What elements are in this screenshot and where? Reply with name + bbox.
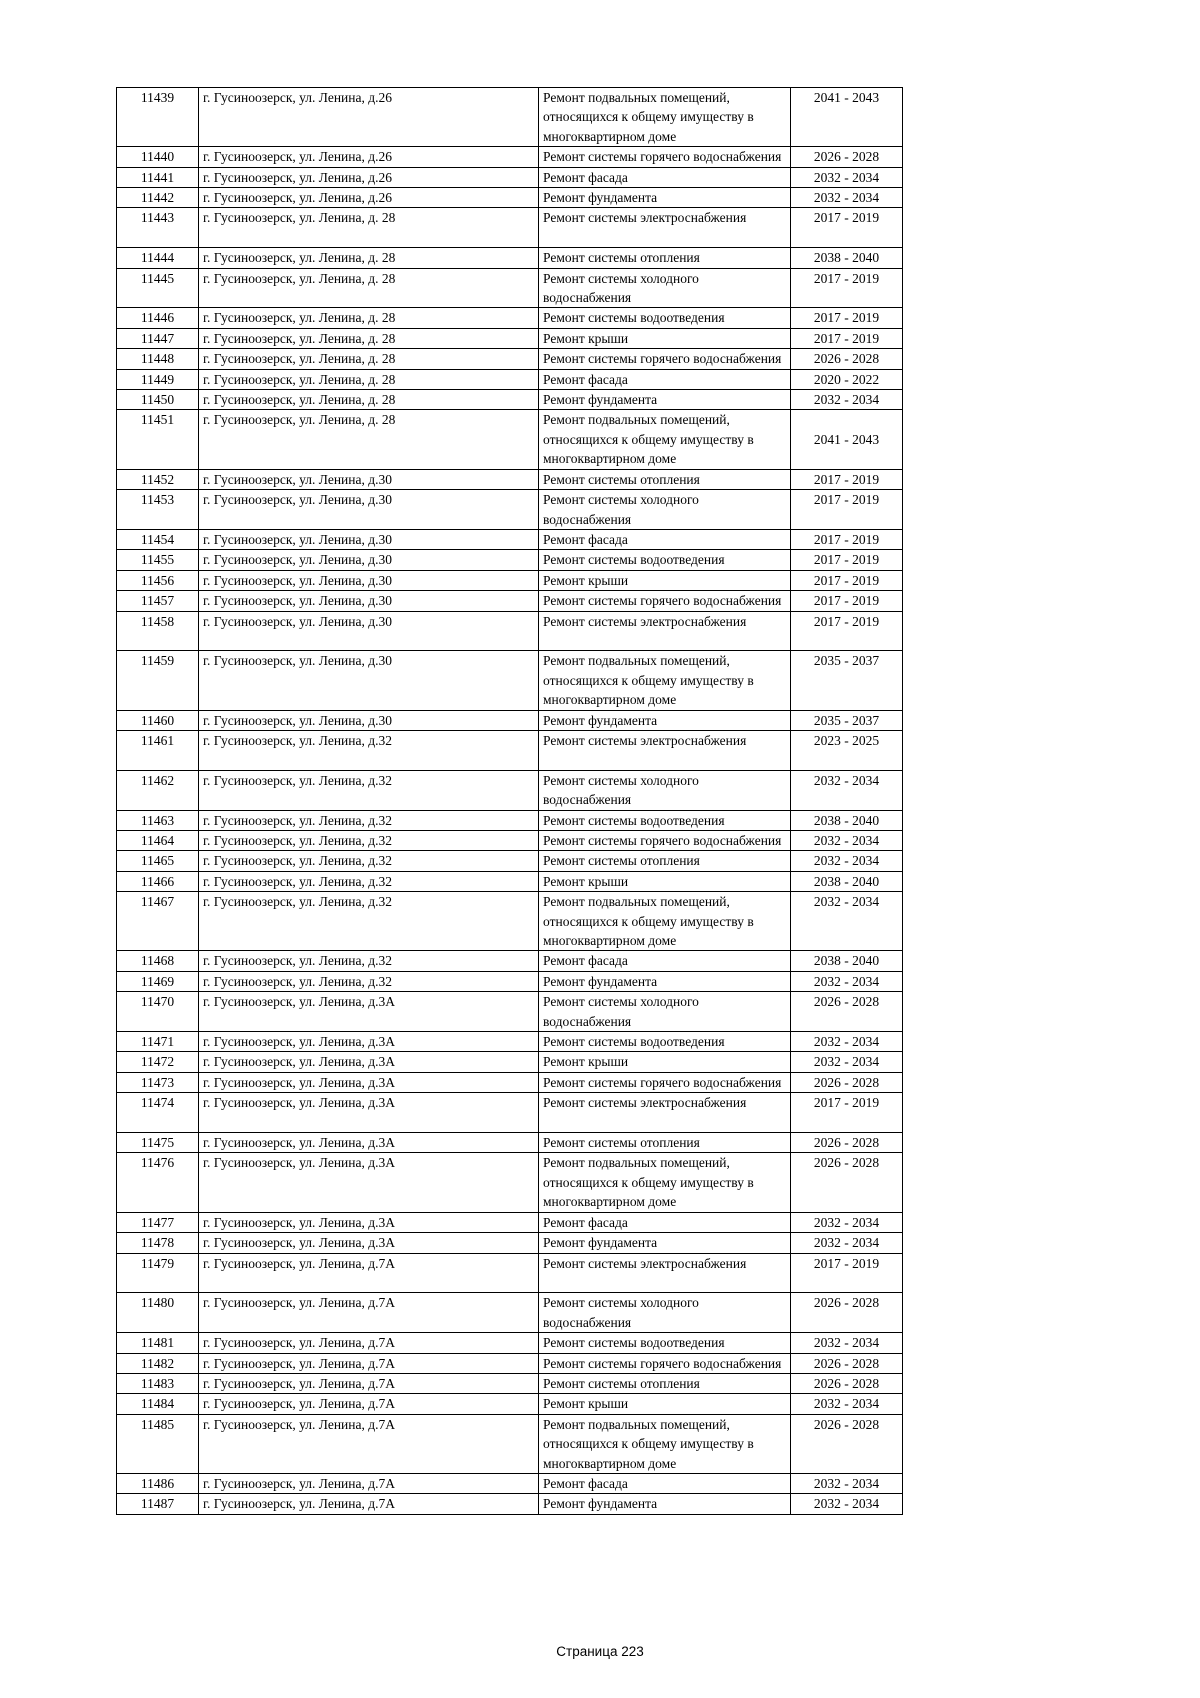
- row-address: г. Гусиноозерск, ул. Ленина, д.30: [199, 611, 539, 651]
- row-work-type: Ремонт системы горячего водоснабжения: [539, 349, 791, 369]
- table-row: [117, 851, 903, 871]
- table-row: [117, 871, 903, 891]
- row-period: 2017 - 2019: [791, 529, 903, 549]
- row-number: 11449: [117, 369, 199, 389]
- row-number: 11473: [117, 1072, 199, 1092]
- table-row: [117, 951, 903, 971]
- row-address: г. Гусиноозерск, ул. Ленина, д.32: [199, 730, 539, 770]
- table-row: [117, 1373, 903, 1393]
- row-address: г. Гусиноозерск, ул. Ленина, д.7А: [199, 1494, 539, 1514]
- table-row: [117, 810, 903, 830]
- row-address: г. Гусиноозерск, ул. Ленина, д.30: [199, 651, 539, 710]
- row-number: 11446: [117, 308, 199, 328]
- row-period: 2026 - 2028: [791, 1373, 903, 1393]
- row-number: 11480: [117, 1293, 199, 1333]
- row-address: г. Гусиноозерск, ул. Ленина, д. 28: [199, 390, 539, 410]
- row-work-type: Ремонт крыши: [539, 1052, 791, 1072]
- table-row: [117, 1414, 903, 1473]
- row-number: 11439: [117, 88, 199, 147]
- row-period: 2032 - 2034: [791, 892, 903, 951]
- row-number: 11475: [117, 1133, 199, 1153]
- row-work-type: Ремонт системы отопления: [539, 248, 791, 268]
- row-period: 2017 - 2019: [791, 490, 903, 530]
- row-number: 11459: [117, 651, 199, 710]
- row-number: 11454: [117, 529, 199, 549]
- row-number: 11440: [117, 147, 199, 167]
- table-row: [117, 268, 903, 308]
- table-row: [117, 770, 903, 810]
- row-number: 11466: [117, 871, 199, 891]
- row-number: 11477: [117, 1212, 199, 1232]
- table-row: [117, 1473, 903, 1493]
- row-address: г. Гусиноозерск, ул. Ленина, д.32: [199, 810, 539, 830]
- row-work-type: Ремонт крыши: [539, 570, 791, 590]
- row-address: г. Гусиноозерск, ул. Ленина, д.3А: [199, 1133, 539, 1153]
- row-period: 2032 - 2034: [791, 851, 903, 871]
- row-number: 11470: [117, 992, 199, 1032]
- row-address: г. Гусиноозерск, ул. Ленина, д.3А: [199, 992, 539, 1032]
- table-row: [117, 469, 903, 489]
- row-number: 11453: [117, 490, 199, 530]
- row-period: 2026 - 2028: [791, 1133, 903, 1153]
- table-body: [117, 88, 903, 1515]
- row-address: г. Гусиноозерск, ул. Ленина, д.7А: [199, 1394, 539, 1414]
- row-period: 2026 - 2028: [791, 1414, 903, 1473]
- row-period: 2017 - 2019: [791, 308, 903, 328]
- row-address: г. Гусиноозерск, ул. Ленина, д. 28: [199, 410, 539, 469]
- row-work-type: Ремонт системы холодного водоснабжения: [539, 770, 791, 810]
- row-period: 2038 - 2040: [791, 871, 903, 891]
- row-number: 11445: [117, 268, 199, 308]
- table-row: [117, 349, 903, 369]
- row-address: г. Гусиноозерск, ул. Ленина, д. 28: [199, 208, 539, 248]
- row-address: г. Гусиноозерск, ул. Ленина, д.32: [199, 851, 539, 871]
- row-work-type: Ремонт подвальных помещений, относящихся к общему имуществу в многоквартирном доме: [539, 88, 791, 147]
- row-address: г. Гусиноозерск, ул. Ленина, д.30: [199, 570, 539, 590]
- row-work-type: Ремонт системы водоотведения: [539, 550, 791, 570]
- row-address: г. Гусиноозерск, ул. Ленина, д.30: [199, 529, 539, 549]
- row-work-type: Ремонт фасада: [539, 1212, 791, 1232]
- table-row: [117, 147, 903, 167]
- row-number: 11484: [117, 1394, 199, 1414]
- table-row: [117, 1153, 903, 1212]
- row-number: 11461: [117, 730, 199, 770]
- table-row: [117, 971, 903, 991]
- row-period: 2017 - 2019: [791, 611, 903, 651]
- row-work-type: Ремонт системы горячего водоснабжения: [539, 830, 791, 850]
- row-period: 2035 - 2037: [791, 710, 903, 730]
- row-number: 11476: [117, 1153, 199, 1212]
- row-period: 2041 - 2043: [791, 88, 903, 147]
- row-number: 11455: [117, 550, 199, 570]
- row-number: 11483: [117, 1373, 199, 1393]
- row-address: г. Гусиноозерск, ул. Ленина, д.26: [199, 88, 539, 147]
- row-address: г. Гусиноозерск, ул. Ленина, д.3А: [199, 1032, 539, 1052]
- row-work-type: Ремонт крыши: [539, 328, 791, 348]
- row-work-type: Ремонт подвальных помещений, относящихся к общему имуществу в многоквартирном доме: [539, 892, 791, 951]
- row-work-type: Ремонт системы электроснабжения: [539, 1253, 791, 1293]
- table-row: [117, 591, 903, 611]
- row-work-type: Ремонт фасада: [539, 951, 791, 971]
- row-number: 11468: [117, 951, 199, 971]
- table-row: [117, 308, 903, 328]
- row-period: 2032 - 2034: [791, 167, 903, 187]
- row-address: г. Гусиноозерск, ул. Ленина, д.32: [199, 951, 539, 971]
- row-period: 2017 - 2019: [791, 469, 903, 489]
- table-row: [117, 328, 903, 348]
- row-address: г. Гусиноозерск, ул. Ленина, д.26: [199, 167, 539, 187]
- row-period: 2032 - 2034: [791, 1494, 903, 1514]
- row-work-type: Ремонт подвальных помещений, относящихся к общему имуществу в многоквартирном доме: [539, 1153, 791, 1212]
- row-number: 11456: [117, 570, 199, 590]
- row-number: 11443: [117, 208, 199, 248]
- row-address: г. Гусиноозерск, ул. Ленина, д.32: [199, 830, 539, 850]
- row-address: г. Гусиноозерск, ул. Ленина, д.3А: [199, 1153, 539, 1212]
- row-work-type: Ремонт крыши: [539, 871, 791, 891]
- table-row: [117, 88, 903, 147]
- row-address: г. Гусиноозерск, ул. Ленина, д.7А: [199, 1333, 539, 1353]
- table-row: [117, 830, 903, 850]
- row-period: 2017 - 2019: [791, 328, 903, 348]
- table-row: [117, 410, 903, 469]
- row-period: 2035 - 2037: [791, 651, 903, 710]
- row-period: 2032 - 2034: [791, 1233, 903, 1253]
- row-work-type: Ремонт фасада: [539, 1473, 791, 1493]
- row-number: 11481: [117, 1333, 199, 1353]
- table-row: [117, 1253, 903, 1293]
- row-number: 11447: [117, 328, 199, 348]
- row-number: 11441: [117, 167, 199, 187]
- row-work-type: Ремонт системы водоотведения: [539, 1333, 791, 1353]
- row-work-type: Ремонт системы электроснабжения: [539, 730, 791, 770]
- row-address: г. Гусиноозерск, ул. Ленина, д. 28: [199, 248, 539, 268]
- row-number: 11460: [117, 710, 199, 730]
- table-row: [117, 710, 903, 730]
- row-address: г. Гусиноозерск, ул. Ленина, д.32: [199, 770, 539, 810]
- row-period: 2017 - 2019: [791, 268, 903, 308]
- page-number: Страница 223: [556, 1644, 644, 1659]
- row-number: 11442: [117, 188, 199, 208]
- row-period: 2032 - 2034: [791, 1333, 903, 1353]
- row-address: г. Гусиноозерск, ул. Ленина, д.7А: [199, 1414, 539, 1473]
- table-row: [117, 550, 903, 570]
- row-address: г. Гусиноозерск, ул. Ленина, д.32: [199, 971, 539, 991]
- row-period: 2026 - 2028: [791, 147, 903, 167]
- row-work-type: Ремонт системы водоотведения: [539, 810, 791, 830]
- row-number: 11487: [117, 1494, 199, 1514]
- row-work-type: Ремонт системы электроснабжения: [539, 208, 791, 248]
- row-address: г. Гусиноозерск, ул. Ленина, д. 28: [199, 308, 539, 328]
- row-number: 11462: [117, 770, 199, 810]
- row-period: 2023 - 2025: [791, 730, 903, 770]
- row-address: г. Гусиноозерск, ул. Ленина, д.30: [199, 490, 539, 530]
- row-address: г. Гусиноозерск, ул. Ленина, д.3А: [199, 1212, 539, 1232]
- row-number: 11448: [117, 349, 199, 369]
- row-period: 2032 - 2034: [791, 830, 903, 850]
- row-work-type: Ремонт системы отопления: [539, 1133, 791, 1153]
- row-period: 2026 - 2028: [791, 349, 903, 369]
- row-period: 2032 - 2034: [791, 1212, 903, 1232]
- table-row: [117, 248, 903, 268]
- row-address: г. Гусиноозерск, ул. Ленина, д.3А: [199, 1233, 539, 1253]
- row-period: 2032 - 2034: [791, 1052, 903, 1072]
- row-period: 2041 - 2043: [791, 410, 903, 469]
- row-period: 2017 - 2019: [791, 591, 903, 611]
- row-address: г. Гусиноозерск, ул. Ленина, д.3А: [199, 1093, 539, 1133]
- row-work-type: Ремонт системы горячего водоснабжения: [539, 591, 791, 611]
- row-period: 2026 - 2028: [791, 1293, 903, 1333]
- row-work-type: Ремонт системы водоотведения: [539, 308, 791, 328]
- row-number: 11465: [117, 851, 199, 871]
- table-row: [117, 1212, 903, 1232]
- table-row: [117, 1052, 903, 1072]
- row-period: 2032 - 2034: [791, 971, 903, 991]
- row-address: г. Гусиноозерск, ул. Ленина, д.30: [199, 550, 539, 570]
- row-work-type: Ремонт фундамента: [539, 710, 791, 730]
- repair-schedule-table: [116, 87, 903, 1515]
- row-work-type: Ремонт системы электроснабжения: [539, 1093, 791, 1133]
- row-address: г. Гусиноозерск, ул. Ленина, д.32: [199, 892, 539, 951]
- row-period: 2038 - 2040: [791, 810, 903, 830]
- row-address: г. Гусиноозерск, ул. Ленина, д.26: [199, 188, 539, 208]
- row-address: г. Гусиноозерск, ул. Ленина, д. 28: [199, 268, 539, 308]
- row-address: г. Гусиноозерск, ул. Ленина, д. 28: [199, 369, 539, 389]
- table-row: [117, 1394, 903, 1414]
- row-period: 2032 - 2034: [791, 1032, 903, 1052]
- row-address: г. Гусиноозерск, ул. Ленина, д.26: [199, 147, 539, 167]
- row-period: 2032 - 2034: [791, 188, 903, 208]
- row-number: 11479: [117, 1253, 199, 1293]
- row-period: 2017 - 2019: [791, 550, 903, 570]
- row-work-type: Ремонт фасада: [539, 369, 791, 389]
- row-address: г. Гусиноозерск, ул. Ленина, д.7А: [199, 1253, 539, 1293]
- table-row: [117, 188, 903, 208]
- row-number: 11451: [117, 410, 199, 469]
- table-row: [117, 208, 903, 248]
- table-row: [117, 992, 903, 1032]
- row-work-type: Ремонт системы холодного водоснабжения: [539, 992, 791, 1032]
- row-number: 11464: [117, 830, 199, 850]
- table-row: [117, 892, 903, 951]
- table-row: [117, 167, 903, 187]
- row-number: 11469: [117, 971, 199, 991]
- row-work-type: Ремонт системы холодного водоснабжения: [539, 268, 791, 308]
- row-number: 11458: [117, 611, 199, 651]
- row-work-type: Ремонт системы горячего водоснабжения: [539, 1353, 791, 1373]
- table-row: [117, 490, 903, 530]
- row-work-type: Ремонт фундамента: [539, 1494, 791, 1514]
- row-number: 11467: [117, 892, 199, 951]
- row-period: 2038 - 2040: [791, 248, 903, 268]
- table-row: [117, 1494, 903, 1514]
- row-work-type: Ремонт фундамента: [539, 1233, 791, 1253]
- row-work-type: Ремонт подвальных помещений, относящихся к общему имуществу в многоквартирном доме: [539, 651, 791, 710]
- row-period: 2017 - 2019: [791, 570, 903, 590]
- row-work-type: Ремонт фундамента: [539, 188, 791, 208]
- table-row: [117, 651, 903, 710]
- table-row: [117, 730, 903, 770]
- table-row: [117, 1333, 903, 1353]
- table-row: [117, 1072, 903, 1092]
- row-number: 11463: [117, 810, 199, 830]
- row-period: 2038 - 2040: [791, 951, 903, 971]
- row-work-type: Ремонт подвальных помещений, относящихся к общему имуществу в многоквартирном доме: [539, 410, 791, 469]
- row-address: г. Гусиноозерск, ул. Ленина, д.32: [199, 871, 539, 891]
- row-number: 11486: [117, 1473, 199, 1493]
- row-number: 11474: [117, 1093, 199, 1133]
- row-number: 11472: [117, 1052, 199, 1072]
- row-work-type: Ремонт системы холодного водоснабжения: [539, 490, 791, 530]
- row-period: 2026 - 2028: [791, 1353, 903, 1373]
- table-row: [117, 529, 903, 549]
- row-number: 11471: [117, 1032, 199, 1052]
- row-work-type: Ремонт подвальных помещений, относящихся к общему имуществу в многоквартирном доме: [539, 1414, 791, 1473]
- row-address: г. Гусиноозерск, ул. Ленина, д.7А: [199, 1353, 539, 1373]
- row-period: 2026 - 2028: [791, 1153, 903, 1212]
- table-row: [117, 1233, 903, 1253]
- row-period: 2026 - 2028: [791, 1072, 903, 1092]
- row-work-type: Ремонт фасада: [539, 529, 791, 549]
- row-period: 2032 - 2034: [791, 1473, 903, 1493]
- row-address: г. Гусиноозерск, ул. Ленина, д.30: [199, 710, 539, 730]
- row-number: 11457: [117, 591, 199, 611]
- row-work-type: Ремонт системы отопления: [539, 469, 791, 489]
- row-work-type: Ремонт системы отопления: [539, 851, 791, 871]
- row-work-type: Ремонт системы горячего водоснабжения: [539, 147, 791, 167]
- row-work-type: Ремонт системы отопления: [539, 1373, 791, 1393]
- row-work-type: Ремонт фундамента: [539, 390, 791, 410]
- row-address: г. Гусиноозерск, ул. Ленина, д.7А: [199, 1373, 539, 1393]
- row-number: 11444: [117, 248, 199, 268]
- row-address: г. Гусиноозерск, ул. Ленина, д.3А: [199, 1052, 539, 1072]
- table-row: [117, 611, 903, 651]
- row-work-type: Ремонт системы электроснабжения: [539, 611, 791, 651]
- row-period: 2032 - 2034: [791, 1394, 903, 1414]
- table-row: [117, 570, 903, 590]
- row-period: 2017 - 2019: [791, 208, 903, 248]
- row-number: 11452: [117, 469, 199, 489]
- row-address: г. Гусиноозерск, ул. Ленина, д. 28: [199, 328, 539, 348]
- row-work-type: Ремонт крыши: [539, 1394, 791, 1414]
- row-number: 11450: [117, 390, 199, 410]
- table-row: [117, 1032, 903, 1052]
- row-address: г. Гусиноозерск, ул. Ленина, д.3А: [199, 1072, 539, 1092]
- row-address: г. Гусиноозерск, ул. Ленина, д.7А: [199, 1293, 539, 1333]
- row-number: 11485: [117, 1414, 199, 1473]
- row-work-type: Ремонт фундамента: [539, 971, 791, 991]
- row-number: 11482: [117, 1353, 199, 1373]
- table-row: [117, 1093, 903, 1133]
- row-address: г. Гусиноозерск, ул. Ленина, д.7А: [199, 1473, 539, 1493]
- row-work-type: Ремонт системы горячего водоснабжения: [539, 1072, 791, 1092]
- table-row: [117, 1293, 903, 1333]
- table-row: [117, 1353, 903, 1373]
- row-address: г. Гусиноозерск, ул. Ленина, д.30: [199, 469, 539, 489]
- row-period: 2017 - 2019: [791, 1093, 903, 1133]
- row-work-type: Ремонт системы холодного водоснабжения: [539, 1293, 791, 1333]
- row-address: г. Гусиноозерск, ул. Ленина, д. 28: [199, 349, 539, 369]
- row-period: 2017 - 2019: [791, 1253, 903, 1293]
- table-row: [117, 369, 903, 389]
- row-period: 2032 - 2034: [791, 390, 903, 410]
- row-period: 2032 - 2034: [791, 770, 903, 810]
- table-row: [117, 1133, 903, 1153]
- row-number: 11478: [117, 1233, 199, 1253]
- row-address: г. Гусиноозерск, ул. Ленина, д.30: [199, 591, 539, 611]
- table-row: [117, 390, 903, 410]
- row-work-type: Ремонт системы водоотведения: [539, 1032, 791, 1052]
- row-work-type: Ремонт фасада: [539, 167, 791, 187]
- row-period: 2020 - 2022: [791, 369, 903, 389]
- row-period: 2026 - 2028: [791, 992, 903, 1032]
